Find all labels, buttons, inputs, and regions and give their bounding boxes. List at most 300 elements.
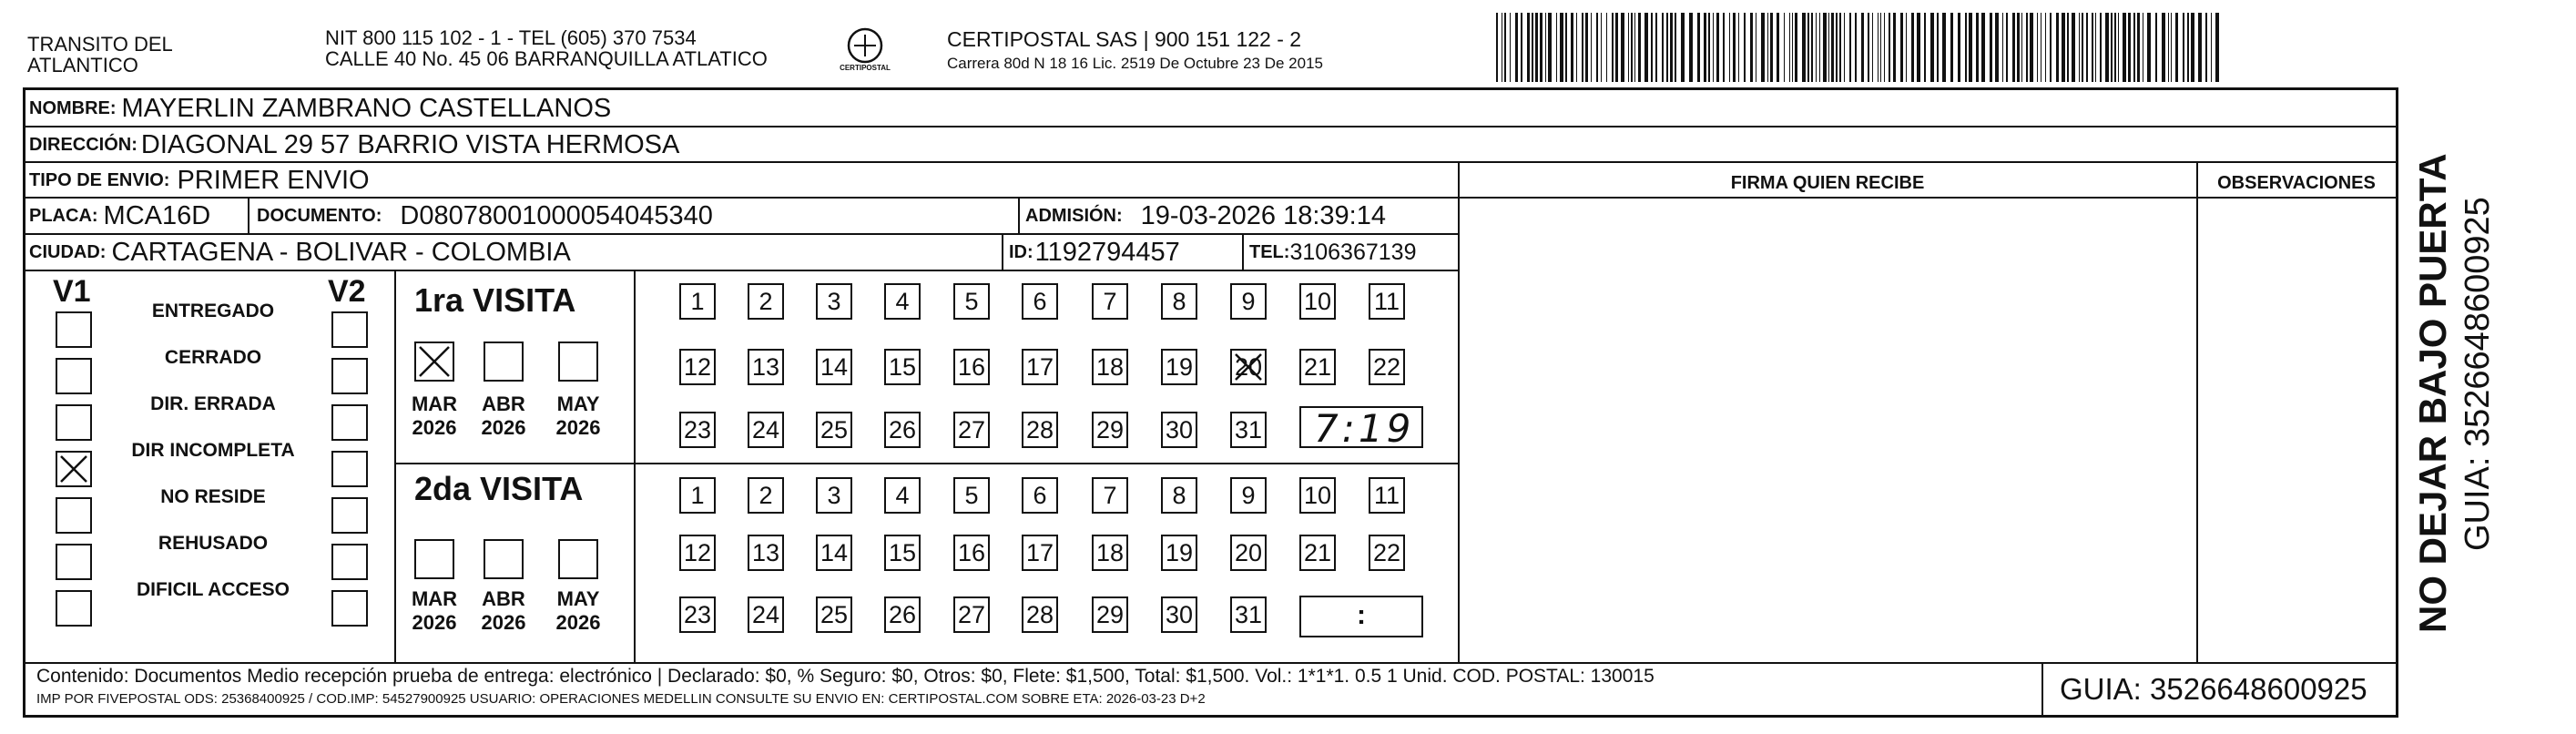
month-checkbox[interactable]: [484, 539, 524, 579]
divider-observaciones: [2196, 161, 2198, 662]
barcode-bar: [2155, 13, 2157, 82]
day-number: 9: [1241, 287, 1256, 315]
firma-label: FIRMA QUIEN RECIBE: [1730, 173, 1925, 193]
v1-checkbox[interactable]: [56, 358, 92, 394]
id-label: ID:: [1009, 241, 1033, 262]
day-number: 28: [1025, 415, 1054, 443]
month-checkbox[interactable]: [558, 539, 598, 579]
second-visit-time-box[interactable]: [1299, 596, 1423, 637]
barcode-bar: [1621, 13, 1624, 82]
barcode-bar: [1906, 13, 1907, 82]
day-number: 14: [820, 352, 849, 381]
barcode-bar: [1849, 13, 1851, 82]
barcode-bar: [1884, 13, 1885, 82]
day-box[interactable]: [1092, 596, 1128, 633]
barcode-bar: [1504, 13, 1506, 82]
barcode-bar: [1917, 13, 1920, 82]
day-box[interactable]: [1022, 477, 1058, 514]
day-box[interactable]: [679, 283, 716, 320]
barcode-bar: [2021, 13, 2022, 82]
barcode-bar: [1601, 13, 1602, 82]
barcode: [1496, 13, 2225, 82]
day-number: 5: [964, 481, 979, 509]
day-box[interactable]: [1299, 477, 1336, 514]
month-checkbox[interactable]: [414, 342, 454, 382]
barcode-bar: [1628, 13, 1629, 82]
day-number: 15: [888, 538, 917, 566]
day-box[interactable]: [816, 349, 852, 385]
barcode-bar: [2215, 13, 2219, 82]
barcode-bar: [1556, 13, 1557, 82]
barcode-bar: [1844, 13, 1845, 82]
barcode-bar: [1606, 13, 1607, 82]
day-number: 8: [1172, 287, 1186, 315]
divider-placa: [248, 197, 249, 233]
month-label: [549, 392, 607, 440]
day-box[interactable]: [1022, 535, 1058, 571]
divider-id: [1242, 233, 1244, 270]
day-number: 3: [827, 287, 841, 315]
barcode-bar: [1839, 13, 1841, 82]
admision-cell: [1025, 199, 1386, 233]
day-number: 29: [1095, 600, 1125, 628]
day-number: 27: [957, 415, 986, 443]
barcode-bar: [1995, 13, 1999, 82]
day-number: 26: [888, 415, 917, 443]
barcode-bar: [1666, 13, 1668, 82]
barcode-bar: [1638, 13, 1641, 82]
day-box[interactable]: [884, 596, 921, 633]
day-box[interactable]: [1299, 535, 1336, 571]
barcode-bar: [1612, 13, 1614, 82]
barcode-bar: [2062, 13, 2065, 82]
day-box[interactable]: [1230, 477, 1267, 514]
id-value: 1192794457: [1034, 237, 1180, 267]
barcode-bar: [1582, 13, 1583, 82]
day-box[interactable]: [1022, 349, 1058, 385]
barcode-bar: [2105, 13, 2109, 82]
day-number: 11: [1373, 481, 1400, 509]
barcode-bar: [1596, 13, 1598, 82]
month-label: [549, 587, 607, 635]
day-box[interactable]: [1230, 596, 1267, 633]
tipo-label: TIPO DE ENVIO:: [29, 169, 170, 190]
tipo-row: [29, 163, 370, 198]
v1-checkbox[interactable]: [56, 590, 92, 627]
day-box[interactable]: [1022, 596, 1058, 633]
day-number: 21: [1303, 352, 1332, 381]
v1-checkbox[interactable]: [56, 404, 92, 441]
barcode-bar: [1930, 13, 1934, 82]
barcode-bar: [2017, 13, 2020, 82]
barcode-bar: [1816, 13, 1817, 82]
day-number: 12: [683, 352, 712, 381]
v2-label: V2: [328, 274, 366, 309]
org-name: [27, 34, 173, 76]
day-box[interactable]: [953, 596, 990, 633]
day-box[interactable]: [1022, 412, 1058, 448]
day-number: 2: [759, 481, 773, 509]
barcode-bar: [1855, 13, 1857, 82]
barcode-bar: [1708, 13, 1710, 82]
side-guia: GUIA: 3526648600925: [2459, 197, 2497, 551]
day-box[interactable]: [953, 477, 990, 514]
day-number: 22: [1372, 352, 1401, 381]
divider-visits: [394, 463, 1458, 464]
barcode-bar: [1670, 13, 1673, 82]
barcode-bar: [1976, 13, 1979, 82]
day-box[interactable]: [884, 535, 921, 571]
barcode-bar: [1950, 13, 1953, 82]
day-box[interactable]: [748, 535, 784, 571]
barcode-bar: [2067, 13, 2069, 82]
barcode-bar: [1861, 13, 1864, 82]
barcode-bar: [1651, 13, 1653, 82]
day-number: 9: [1241, 481, 1256, 509]
tipo-value: PRIMER ENVIO: [177, 165, 370, 195]
month-name: MAY: [556, 587, 600, 610]
footer-guia: GUIA: 3526648600925: [2060, 672, 2367, 706]
day-number: 12: [683, 538, 712, 566]
day-box[interactable]: [953, 535, 990, 571]
day-number: 4: [895, 287, 910, 315]
barcode-bar: [1795, 13, 1797, 82]
certipostal-logo: [829, 24, 901, 78]
day-box[interactable]: [1299, 283, 1336, 320]
day-box[interactable]: [679, 412, 716, 448]
day-box[interactable]: [1092, 535, 1128, 571]
nombre-row: [29, 90, 611, 127]
barcode-bar: [1792, 13, 1793, 82]
barcode-bar: [1545, 13, 1546, 82]
month-year: 2026: [412, 611, 457, 634]
barcode-bar: [1750, 13, 1753, 82]
month-checkbox[interactable]: [484, 342, 524, 382]
day-number: 13: [751, 352, 780, 381]
day-box[interactable]: [1369, 349, 1405, 385]
first-visit-time-box[interactable]: [1299, 406, 1423, 451]
day-box[interactable]: [1299, 349, 1336, 385]
day-box[interactable]: [816, 477, 852, 514]
day-box[interactable]: [1369, 283, 1405, 320]
barcode-bar: [2171, 13, 2172, 82]
barcode-bar: [1521, 13, 1522, 82]
divider-documento: [1018, 197, 1020, 233]
nombre-label: NOMBRE:: [29, 97, 117, 118]
day-number: 3: [827, 481, 841, 509]
direccion-row: [29, 127, 679, 162]
barcode-bar: [1548, 13, 1552, 82]
day-number: 30: [1165, 600, 1194, 628]
status-label: DIR INCOMPLETA: [131, 440, 295, 461]
barcode-bar: [1662, 13, 1664, 82]
barcode-bar: [1631, 13, 1633, 82]
month-name: MAR: [411, 587, 458, 610]
status-label: DIFICIL ACCESO: [136, 579, 290, 600]
barcode-bar: [1831, 13, 1834, 82]
day-box[interactable]: [884, 477, 921, 514]
divider-direccion: [23, 161, 2398, 163]
day-box[interactable]: [1161, 349, 1197, 385]
day-box[interactable]: [679, 596, 716, 633]
day-number: 8: [1172, 481, 1186, 509]
month-name: ABR: [482, 587, 525, 610]
day-box[interactable]: [1161, 477, 1197, 514]
day-box[interactable]: [748, 596, 784, 633]
barcode-bar: [1911, 13, 1914, 82]
barcode-bar: [1784, 13, 1785, 82]
month-name: MAY: [556, 392, 600, 415]
v2-checkbox[interactable]: [331, 497, 368, 534]
barcode-bar: [1704, 13, 1706, 82]
barcode-bar: [1819, 13, 1820, 82]
day-number: 30: [1165, 415, 1194, 443]
day-box[interactable]: [1092, 283, 1128, 320]
barcode-bar: [1571, 13, 1573, 82]
barcode-bar: [2086, 13, 2088, 82]
barcode-bar: [1770, 13, 1773, 82]
tel-label: TEL:: [1249, 241, 1290, 262]
day-number: 28: [1025, 600, 1054, 628]
barcode-bar: [1644, 13, 1648, 82]
first-visit-title: 1ra VISITA: [414, 281, 576, 319]
day-number: 22: [1372, 538, 1401, 566]
v1-checkbox[interactable]: [56, 544, 92, 580]
barcode-bar: [1532, 13, 1533, 82]
day-box[interactable]: [816, 283, 852, 320]
barcode-bar: [2026, 13, 2028, 82]
barcode-bar: [1585, 13, 1588, 82]
barcode-bar: [1615, 13, 1618, 82]
day-box[interactable]: [1230, 412, 1267, 448]
barcode-bar: [2191, 13, 2194, 82]
barcode-bar: [1924, 13, 1926, 82]
barcode-bar: [2198, 13, 2202, 82]
barcode-bar: [2037, 13, 2038, 82]
v1-checkbox[interactable]: [56, 451, 92, 487]
barcode-bar: [2082, 13, 2083, 82]
placa-cell: [29, 199, 210, 233]
barcode-bar: [1675, 13, 1676, 82]
day-number: 5: [964, 287, 979, 315]
barcode-bar: [1681, 13, 1685, 82]
admision-label: ADMISIÓN:: [1025, 205, 1123, 226]
barcode-bar: [2056, 13, 2059, 82]
day-box[interactable]: [816, 535, 852, 571]
barcode-bar: [1789, 13, 1790, 82]
first-visit-time: 7:19: [1314, 406, 1415, 451]
barcode-bar: [1823, 13, 1827, 82]
barcode-bar: [1655, 13, 1657, 82]
barcode-bar: [1733, 13, 1736, 82]
barcode-bar: [1634, 13, 1635, 82]
barcode-bar: [2211, 13, 2212, 82]
day-box[interactable]: [884, 283, 921, 320]
barcode-bar: [1942, 13, 1946, 82]
barcode-bar: [1515, 13, 1518, 82]
second-visit-title: 2da VISITA: [414, 470, 584, 507]
barcode-bar: [1965, 13, 1967, 82]
day-box[interactable]: [1369, 535, 1405, 571]
day-box[interactable]: [1161, 283, 1197, 320]
v1-checkbox[interactable]: [56, 497, 92, 534]
barcode-bar: [1689, 13, 1693, 82]
documento-value: D08078001000054045340: [400, 200, 713, 230]
day-box[interactable]: [1161, 596, 1197, 633]
day-number: 4: [895, 481, 910, 509]
barcode-bar: [2183, 13, 2184, 82]
day-box[interactable]: [953, 349, 990, 385]
observaciones-label: OBSERVACIONES: [2217, 173, 2376, 193]
ciudad-value: CARTAGENA - BOLIVAR - COLOMBIA: [111, 237, 571, 267]
barcode-bar: [1872, 13, 1873, 82]
day-box[interactable]: [816, 412, 852, 448]
barcode-bar: [2072, 13, 2075, 82]
nit-line2: CALLE 40 No. 45 06 BARRANQUILLA ATLATICO: [325, 47, 768, 70]
divider-footer-guia: [2041, 662, 2043, 718]
status-label: DIR. ERRADA: [150, 393, 276, 414]
day-box[interactable]: [1022, 283, 1058, 320]
barcode-bar: [1893, 13, 1896, 82]
day-box[interactable]: [679, 535, 716, 571]
barcode-bar: [2123, 13, 2126, 82]
day-number: 18: [1095, 352, 1125, 381]
barcode-bar: [1767, 13, 1768, 82]
month-label: [405, 392, 463, 440]
v2-checkbox[interactable]: [331, 451, 368, 487]
org-name-line1: TRANSITO DEL: [27, 33, 173, 56]
v1-label: V1: [53, 274, 91, 309]
v2-checkbox[interactable]: [331, 358, 368, 394]
v2-checkbox[interactable]: [331, 544, 368, 580]
day-number: 7: [1103, 287, 1117, 315]
barcode-bar: [1716, 13, 1719, 82]
day-box[interactable]: [1230, 349, 1267, 385]
barcode-bar: [1761, 13, 1765, 82]
day-box[interactable]: [816, 596, 852, 633]
barcode-bar: [1807, 13, 1809, 82]
barcode-bar: [1811, 13, 1813, 82]
month-checkbox[interactable]: [414, 539, 454, 579]
documento-label: DOCUMENTO:: [257, 205, 382, 226]
barcode-bar: [2095, 13, 2096, 82]
day-number: 25: [820, 600, 849, 628]
day-box[interactable]: [1369, 477, 1405, 514]
day-box[interactable]: [884, 349, 921, 385]
barcode-bar: [1744, 13, 1746, 82]
barcode-bar: [2118, 13, 2119, 82]
admision-value: 19-03-2026 18:39:14: [1140, 200, 1386, 230]
day-number: 24: [751, 415, 780, 443]
month-year: 2026: [481, 416, 526, 439]
barcode-bar: [1697, 13, 1700, 82]
barcode-bar: [1510, 13, 1511, 82]
barcode-bar: [2162, 13, 2165, 82]
day-box[interactable]: [1161, 535, 1197, 571]
v2-checkbox[interactable]: [331, 590, 368, 627]
day-number: 27: [957, 600, 986, 628]
ciudad-cell: [29, 235, 571, 270]
day-number: 10: [1303, 287, 1332, 315]
barcode-bar: [2045, 13, 2046, 82]
day-box[interactable]: [748, 477, 784, 514]
day-number: 25: [820, 415, 849, 443]
month-label: [405, 587, 463, 635]
day-number: 2: [759, 287, 773, 315]
day-number: 19: [1165, 352, 1194, 381]
tel-cell: [1249, 235, 1416, 270]
barcode-bar: [2002, 13, 2003, 82]
day-box[interactable]: [748, 283, 784, 320]
day-box[interactable]: [1230, 283, 1267, 320]
status-label: NO RESIDE: [160, 486, 266, 507]
day-number: 16: [957, 352, 986, 381]
day-box[interactable]: [1092, 412, 1128, 448]
day-box[interactable]: [1230, 535, 1267, 571]
v2-checkbox[interactable]: [331, 404, 368, 441]
barcode-bar: [1880, 13, 1881, 82]
day-box[interactable]: [748, 412, 784, 448]
barcode-bar: [1828, 13, 1829, 82]
barcode-bar: [1937, 13, 1939, 82]
barcode-bar: [2133, 13, 2135, 82]
day-box[interactable]: [884, 412, 921, 448]
barcode-bar: [2050, 13, 2052, 82]
month-checkbox[interactable]: [558, 342, 598, 382]
day-number: 24: [751, 600, 780, 628]
day-number: 6: [1033, 287, 1047, 315]
company-info: [947, 27, 1323, 73]
side-warning: NO DEJAR BAJO PUERTA: [2411, 153, 2454, 633]
day-box[interactable]: [679, 349, 716, 385]
divider-side: [2396, 161, 2398, 662]
day-box[interactable]: [1092, 349, 1128, 385]
barcode-bar: [1777, 13, 1779, 82]
v2-checkbox[interactable]: [331, 311, 368, 348]
barcode-bar: [2175, 13, 2178, 82]
day-number: 6: [1033, 481, 1047, 509]
divider-status: [394, 270, 396, 662]
barcode-bar: [1713, 13, 1714, 82]
day-box[interactable]: [953, 283, 990, 320]
barcode-bar: [2100, 13, 2102, 82]
barcode-bar: [1958, 13, 1960, 82]
barcode-bar: [2030, 13, 2033, 82]
barcode-bar: [1868, 13, 1869, 82]
day-box[interactable]: [1092, 477, 1128, 514]
direccion-value: DIAGONAL 29 57 BARRIO VISTA HERMOSA: [140, 129, 680, 159]
second-visit-time: :: [1357, 600, 1366, 630]
day-box[interactable]: [748, 349, 784, 385]
tel-value: 3106367139: [1289, 239, 1417, 265]
day-number: 13: [751, 538, 780, 566]
day-number: 20: [1234, 538, 1263, 566]
day-box[interactable]: [1161, 412, 1197, 448]
v1-checkbox[interactable]: [56, 311, 92, 348]
logo-text: CERTIPOSTAL: [840, 64, 891, 72]
day-number: 23: [683, 600, 712, 628]
barcode-bar: [1969, 13, 1972, 82]
barcode-bar: [1981, 13, 1985, 82]
divider-firma-header: [1458, 197, 2396, 199]
barcode-bar: [2137, 13, 2140, 82]
day-number: 14: [820, 538, 849, 566]
day-number: 16: [957, 538, 986, 566]
status-label: REHUSADO: [158, 533, 269, 554]
day-box[interactable]: [679, 477, 716, 514]
day-box[interactable]: [953, 412, 990, 448]
day-number: 17: [1025, 538, 1054, 566]
